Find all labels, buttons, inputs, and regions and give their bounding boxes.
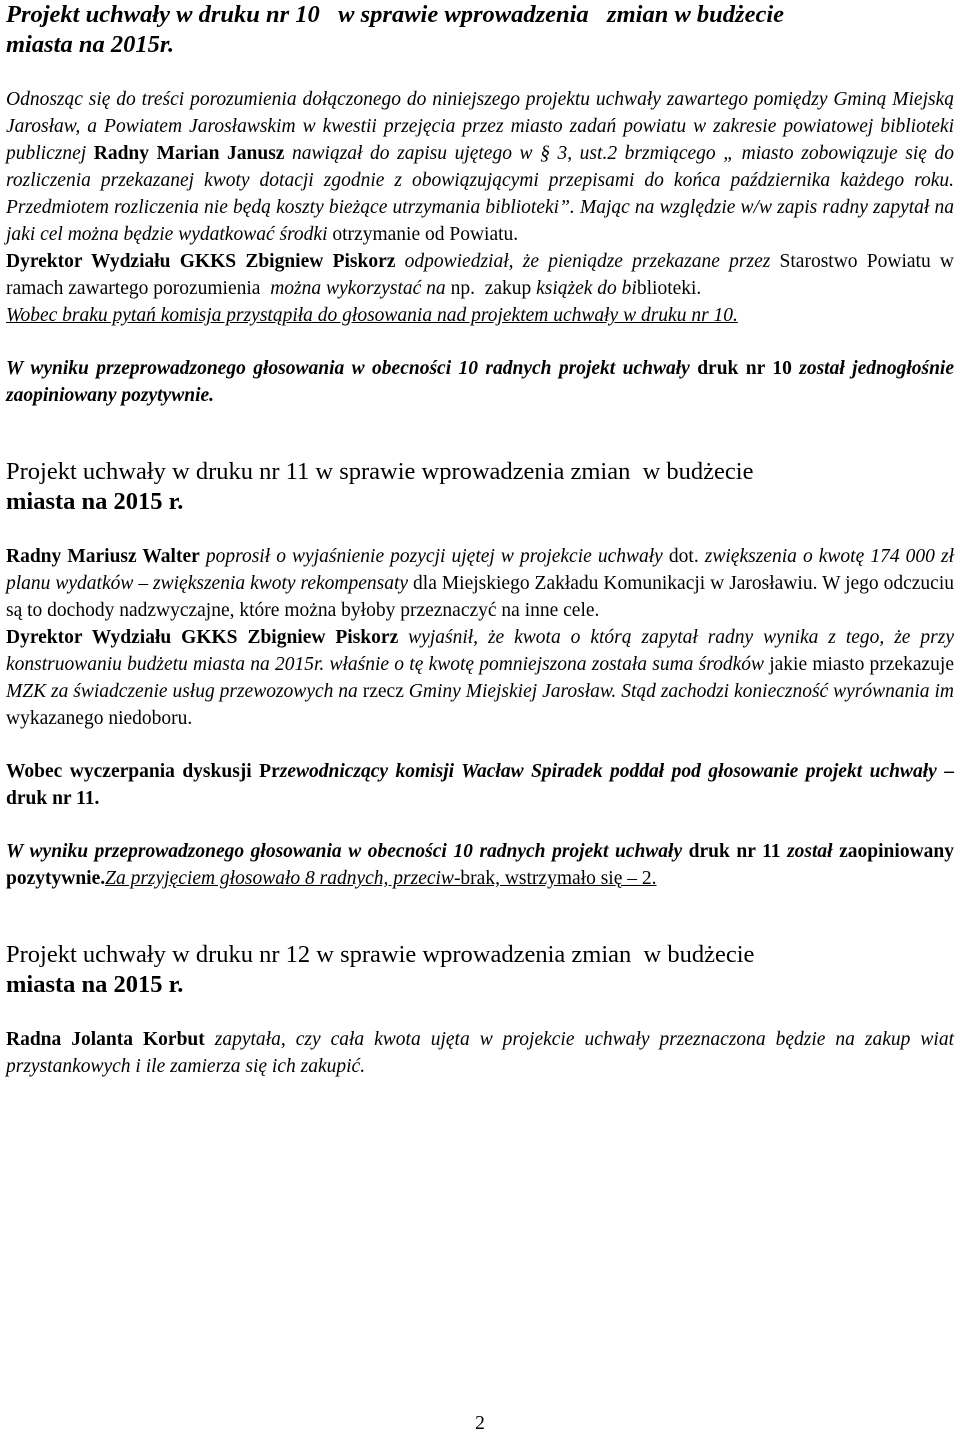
text-run: poprosił o wyjaśnienie pozycji ujętej w projekcie uchwały [199, 546, 663, 567]
section-11-paragraph-3 [6, 758, 954, 812]
text-run: zaopiniowany pozytywnie. [6, 841, 954, 889]
section-10-vote-result [6, 355, 954, 409]
page-number: 2 [475, 1413, 485, 1434]
speaker-name: Radny Marian Janusz [93, 143, 285, 164]
section-11-heading-line1: Projekt uchwały w druku nr 11 w sprawie wprowadzenia zmian w budżecie [6, 458, 754, 485]
section-12-heading-line2: miasta na 2015 r. [6, 971, 184, 998]
text-run: rzecz [357, 681, 409, 702]
text-run: druk nr 11 [682, 841, 788, 862]
section-11-heading [6, 457, 954, 517]
quoted-text: 2 brzmiącego „ miasto zobowiązuje się do rozliczenia przekazanej kwoty dotacji zgodnie z obowiązującymi przepisami do końca października każdego roku. Przedmiotem rozliczenia nie będą koszty bieżące utrzymania biblioteki”. [6, 143, 955, 218]
speaker-name: Dyrektor Wydziału GKKS Zbigniew Piskorz [6, 627, 399, 648]
speaker-name: Dyrektor Wydziału GKKS Zbigniew Piskorz [6, 251, 396, 272]
text-run: blioteki. [636, 278, 702, 299]
text-run: zewodniczący komisji Wacław Spiradek poddał pod głosowanie projekt uchwały [279, 761, 937, 782]
text-run: można wykorzystać na [270, 278, 446, 299]
section-11-heading-line2: miasta na 2015 r. [6, 488, 184, 515]
text-run: MZK za świadczenie usług przewozowych na [6, 681, 358, 702]
text-run: dla Miejskiego Zakładu Komunikacji w Jarosławiu. W jego odczuciu są to dochody nadzwyczajne, które można byłoby przeznaczyć na inne cele. [6, 573, 954, 621]
section-11-paragraph-2 [6, 624, 954, 732]
section-10-paragraph-2 [6, 248, 959, 302]
text-run: Wobec wyczerpania dyskusji Pr [6, 761, 280, 782]
section-11-paragraph-1 [6, 543, 954, 624]
section-12-paragraph-1 [6, 1026, 954, 1080]
section-10-heading-line2: miasta na 2015r. [6, 31, 175, 58]
text-run: druk nr 10 [689, 358, 800, 379]
text-run: -brak, [453, 868, 500, 889]
text-run: odpowiedział, że pieniądze przekazane przez [395, 251, 771, 272]
text-run: nawiązał do zapisu ujętego w § 3, ust. [284, 143, 608, 164]
text-run: Gminy Miejskiej Jarosław. Stąd zachodzi konieczność wyrównania im [408, 681, 954, 702]
text-run: – druk nr 11. [6, 761, 954, 809]
text-run: zapytała, czy cała kwota ujęta w projekcie uchwały przeznaczona będzie na zakup wiat przystankowych i ile zamierza się ich zakupić. [6, 1029, 954, 1077]
text-run: został [787, 841, 833, 862]
text-run: Starostwo Powiatu w ramach zawartego porozumienia [6, 251, 959, 299]
section-12-heading [6, 940, 954, 1000]
section-11-vote-result [6, 838, 954, 892]
text-run: książek do bi [536, 278, 637, 299]
text-run: otrzymanie od Powiatu. [327, 224, 519, 245]
text-run: wyjaśnił, że kwota o którą zapytał radny wynika z tego, że przy konstruowaniu budżetu miasta na 2015r. właśnie o tę kwotę pomniejszona została suma środków [6, 627, 954, 675]
section-10-heading [6, 0, 954, 60]
text-run: wstrzymało się – 2. [499, 868, 657, 889]
section-10-paragraph-3: Wobec braku pytań komisja przystąpiła do głosowania nad projektem uchwały w druku nr 10. [6, 305, 738, 326]
text-run: dot. [662, 546, 705, 567]
text-run: Odnosząc się do treści porozumienia dołączonego do niniejszego projektu uchwały zawartego pomiędzy Gminą Miejską Jarosław, a Powiatem Jarosławskim w kwestii przejęcia przez miasto zadań powiatu w zakresie powiatowej biblioteki publicznej [6, 89, 954, 164]
speaker-name: Radny Mariusz Walter [6, 546, 200, 567]
section-12-heading-line1: Projekt uchwały w druku nr 12 w sprawie wprowadzenia zmian w budżecie [6, 941, 755, 968]
text-run: Mając na względzie w/w zapis radny zapytał na jaki cel można będzie wydatkować środki [6, 197, 955, 245]
text-run: został jednogłośnie zaopiniowany pozytywnie. [6, 358, 955, 406]
section-10-paragraph-1 [6, 86, 954, 248]
text-run: np. zakup [445, 278, 537, 299]
speaker-name: Radna Jolanta Korbut [6, 1029, 205, 1050]
text-run: zwiększenia o kwotę 174 000 zł planu wydatków – zwiększenia kwoty rekompensaty [6, 546, 954, 594]
section-10-heading-line1: Projekt uchwały w druku nr 10 w sprawie wprowadzenia zmian w budżecie [6, 1, 784, 28]
text-run: Za przyjęciem głosowało 8 radnych, przeciw [105, 868, 454, 889]
text-run: wykazanego niedoboru. [6, 708, 193, 729]
text-run: W wyniku przeprowadzonego głosowania w obecności 10 radnych projekt uchwały [6, 358, 690, 379]
text-run: jakie miasto przekazuje [764, 654, 954, 675]
text-run: W wyniku przeprowadzonego głosowania w obecności 10 radnych projekt uchwały [6, 841, 683, 862]
